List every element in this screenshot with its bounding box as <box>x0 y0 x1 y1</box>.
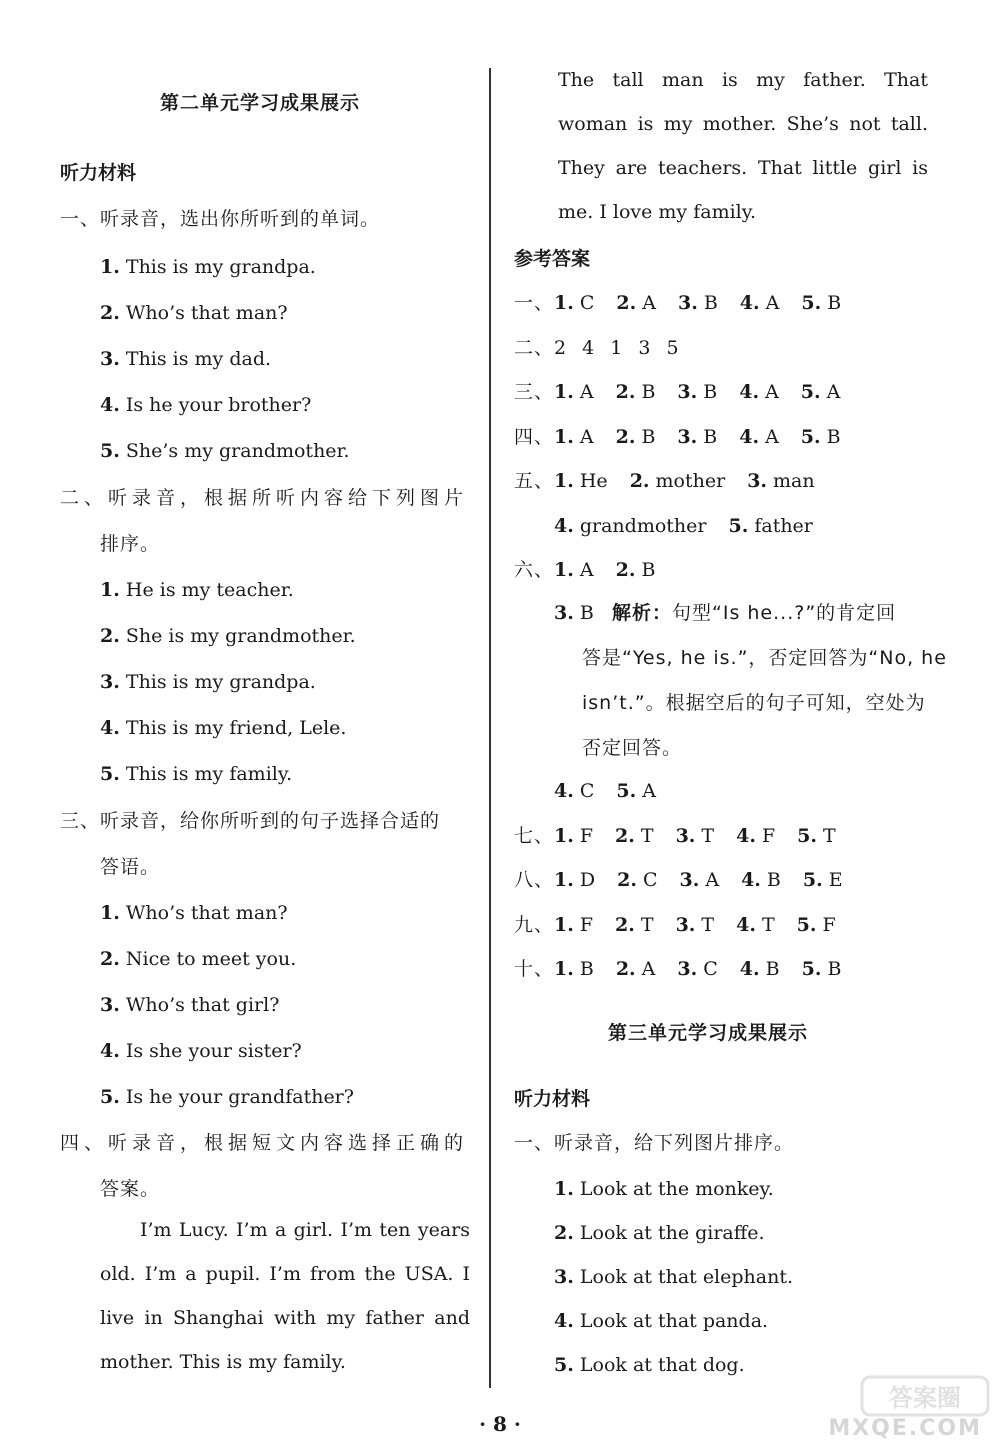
page-number: · 8 · <box>479 1412 521 1436</box>
answer-number: 2. <box>616 292 637 314</box>
list-item: 2. Nice to meet you. <box>100 948 297 970</box>
answer-item <box>736 823 775 849</box>
passage-continued: The tall man is my father. That woman is my mother. She’s not tall. They are teachers. That little girl is me. I love my family. <box>558 69 928 223</box>
answer-number: 4. <box>739 292 760 314</box>
answer-number: 5. <box>616 780 637 802</box>
svg-text:答案圈: 答案圈 <box>889 1384 961 1412</box>
answer-row <box>514 379 862 405</box>
answer-item <box>616 778 656 804</box>
answer-number: 1. <box>554 425 574 448</box>
answer-item <box>616 557 656 583</box>
list-item: 5. Look at that dog. <box>554 1354 745 1376</box>
answer-item <box>741 867 781 893</box>
section4-heading: 四、听录音，根据短文内容选择正确的 <box>60 1132 469 1154</box>
answer-prefix: 十、 <box>514 958 555 980</box>
answer-number: 2. <box>615 824 635 847</box>
answer-number: 4. <box>739 381 760 403</box>
answer-value: C <box>579 292 595 314</box>
answer-item <box>617 867 657 893</box>
answer-value: D <box>579 869 596 891</box>
answer-number: 1. <box>554 292 574 314</box>
answer-number: 1. <box>554 869 574 891</box>
answer-value: F <box>761 824 776 847</box>
answer-prefix: 六、 <box>514 559 555 581</box>
answer-item <box>554 823 593 849</box>
answer-item <box>554 513 706 539</box>
answer-row <box>514 468 837 494</box>
answer-item <box>803 867 843 893</box>
answer-number: 4. <box>739 425 760 448</box>
list-item: 1. Who’s that man? <box>100 902 288 924</box>
answer-item <box>678 290 718 316</box>
answer-value: C <box>579 780 595 802</box>
passage-text: I’m Lucy. I’m a girl. I’m ten years old. I’m a pupil. I’m from the USA. I live in Shanghai with my father and mother. This is my family. <box>100 1219 470 1373</box>
answer-number: 1. <box>554 824 574 847</box>
answer-value: B <box>703 425 718 448</box>
answer-number: 3. <box>675 824 696 847</box>
answer-value: A <box>642 780 656 802</box>
analysis-line: 否定回答。 <box>582 737 683 759</box>
answer-value: man <box>773 470 815 492</box>
answer-value: A <box>641 958 656 980</box>
answer-item <box>616 424 656 450</box>
answer-number: 5. <box>802 869 823 891</box>
answer-value: T <box>761 913 775 936</box>
answer-value: A <box>642 292 656 314</box>
list-item: 1. This is my grandpa. <box>100 256 316 278</box>
answer-item <box>739 424 779 450</box>
answer-number: 3. <box>677 958 698 980</box>
answer-value: B <box>703 381 718 403</box>
answer-row <box>514 335 679 361</box>
list-item: 5. This is my family. <box>100 763 293 785</box>
answer-number: 2. <box>615 958 636 980</box>
answer-row <box>514 912 858 938</box>
answer-number: 2. <box>617 869 637 891</box>
answer-item <box>676 912 715 938</box>
answer-number: 3. <box>677 425 698 448</box>
list-item: 2. She is my grandmother. <box>100 625 356 647</box>
answer-value: He <box>579 470 608 492</box>
answer-number: 1. <box>554 559 574 581</box>
answer-row <box>514 290 863 316</box>
list-item: 3. Who’s that girl? <box>100 994 280 1016</box>
answer-value: mother <box>655 470 726 492</box>
answer-number: 5. <box>728 514 749 537</box>
answer-value: B <box>579 958 594 980</box>
answer-value: A <box>765 292 780 314</box>
answer-prefix: 二、 <box>514 336 555 359</box>
answer-value: B <box>766 869 781 891</box>
unit2-title: 第二单元学习成果展示 <box>160 92 361 114</box>
list-item: 3. Look at that elephant. <box>554 1266 794 1288</box>
answer-item <box>677 424 717 450</box>
answer-number: 4. <box>736 913 756 936</box>
answer-value: B <box>827 292 842 314</box>
answer-item <box>554 424 594 450</box>
answer-item <box>740 290 780 316</box>
answer-number: 2. <box>615 559 636 581</box>
answer-value: E <box>828 869 843 891</box>
answer-item <box>801 424 841 450</box>
answer-value: grandmother <box>579 514 707 537</box>
answer-value: T <box>640 824 654 847</box>
listening-heading: 听力材料 <box>60 162 137 184</box>
answer-value: C <box>703 958 718 980</box>
list-item: 4. This is my friend, Lele. <box>100 717 347 739</box>
answer-item <box>801 379 841 405</box>
answer-value: A <box>826 381 841 403</box>
answer-item <box>616 956 656 982</box>
answer-value: A <box>765 381 779 403</box>
answer-number: 2. <box>615 913 635 936</box>
list-item: 3. This is my grandpa. <box>100 671 316 693</box>
answer-prefix: 七、 <box>514 824 555 847</box>
answer-value: A <box>765 425 779 448</box>
answer-number: 2. <box>629 470 650 492</box>
answer-prefix: 九、 <box>514 913 555 936</box>
answer-item <box>679 867 719 893</box>
answer-number: 3. <box>675 913 696 936</box>
answer-value: A <box>705 869 720 891</box>
answer-prefix: 五、 <box>514 470 555 492</box>
answer-item <box>554 468 608 494</box>
answer-number: 5. <box>796 913 817 936</box>
answer-number: 1. <box>554 913 574 936</box>
analysis-line: isn’t.”。根据空后的句子可知，空处为 <box>582 692 926 714</box>
answer-row <box>514 557 677 583</box>
answer-value: A <box>579 559 594 581</box>
answer-item <box>677 379 717 405</box>
answer-item <box>797 912 836 938</box>
answer-value: F <box>579 824 594 847</box>
answer-number: 5. <box>801 958 822 980</box>
answer-row <box>514 424 863 450</box>
answer-row <box>514 867 865 893</box>
answer-number: 3. <box>747 470 768 492</box>
answer-plain: 2 4 1 3 5 <box>554 336 679 359</box>
answer-row <box>554 778 678 804</box>
answer-number: 5. <box>800 425 821 448</box>
answer-number: 4. <box>554 514 574 537</box>
answer-number: 4. <box>554 780 574 802</box>
answer-item <box>797 823 836 849</box>
answer-item <box>677 956 717 982</box>
answer-number: 3. <box>677 381 698 403</box>
answer-number: 1. <box>554 381 574 403</box>
answer-number: 1. <box>554 958 574 980</box>
answer-item <box>676 823 715 849</box>
list-item: 1. Look at the monkey. <box>554 1178 774 1200</box>
section1-heading: 一、听录音，选出你所听到的单词。 <box>60 208 381 230</box>
list-item: 4. Look at that panda. <box>554 1310 769 1332</box>
answer-item <box>554 290 594 316</box>
list-item: 1. He is my teacher. <box>100 579 294 601</box>
answer-number: 3. <box>677 292 698 314</box>
answer-value: T <box>701 913 715 936</box>
answer-prefix: 四、 <box>514 425 555 448</box>
answer-prefix: 八、 <box>514 869 555 891</box>
answer-value: B <box>827 958 842 980</box>
answer-number: 5. <box>800 381 821 403</box>
answer-value: B <box>641 559 656 581</box>
answer-item <box>801 290 841 316</box>
answer-value: B <box>641 381 656 403</box>
answer-item <box>630 468 726 494</box>
answer-item <box>554 867 595 893</box>
section2-heading: 二、听录音，根据所听内容给下列图片 <box>60 487 469 509</box>
answer-value: B <box>641 425 656 448</box>
answer-six-3: 3. B 解析：句型“Is he...?”的肯定回 <box>554 602 897 624</box>
list-item: 4. Is he your brother? <box>100 394 312 416</box>
answer-item <box>736 912 775 938</box>
answer-item <box>802 956 842 982</box>
watermark-text: MXQE.COM <box>828 1416 982 1441</box>
answer-number: 5. <box>801 292 822 314</box>
answer-value: T <box>701 824 715 847</box>
answer-number: 3. <box>679 869 700 891</box>
answer-value: F <box>822 913 836 936</box>
section3-heading-cont: 答语。 <box>100 856 161 878</box>
list-item: 5. Is he your grandfather? <box>100 1086 354 1108</box>
answer-value: B <box>703 292 718 314</box>
answer-item <box>554 379 594 405</box>
answer-number: 4. <box>739 958 760 980</box>
answer-value: C <box>642 869 658 891</box>
answer-row <box>554 513 835 539</box>
answers-heading: 参考答案 <box>514 248 591 270</box>
answer-item <box>747 468 814 494</box>
answer-item <box>728 513 812 539</box>
listening-heading-u3: 听力材料 <box>514 1088 591 1110</box>
answer-prefix: 三、 <box>514 381 555 403</box>
answer-value: T <box>822 824 836 847</box>
answer-item <box>554 778 594 804</box>
answer-value: T <box>640 913 654 936</box>
analysis-line: 答是“Yes, he is.”，否定回答为“No, he <box>582 647 947 669</box>
answer-number: 4. <box>736 824 756 847</box>
answer-number: 1. <box>554 470 574 492</box>
section4-heading-cont: 答案。 <box>100 1178 161 1200</box>
section3-heading: 三、听录音，给你所听到的句子选择合适的 <box>60 810 441 832</box>
answer-value: B <box>765 958 780 980</box>
answer-item <box>554 956 594 982</box>
answer-number: 2. <box>615 381 636 403</box>
answer-item <box>615 912 654 938</box>
list-item: 2. Who’s that man? <box>100 302 288 324</box>
list-item: 4. Is she your sister? <box>100 1040 302 1062</box>
answer-row <box>514 956 863 982</box>
answer-row <box>514 823 858 849</box>
unit3-title: 第三单元学习成果展示 <box>608 1022 809 1044</box>
answer-item <box>615 823 654 849</box>
answer-prefix: 一、 <box>514 292 555 314</box>
answer-value: B <box>826 425 841 448</box>
answer-value: F <box>579 913 594 936</box>
list-item: 2. Look at the giraffe. <box>554 1222 765 1244</box>
answer-number: 5. <box>797 824 817 847</box>
answer-value: father <box>754 514 813 537</box>
answer-value: A <box>579 425 594 448</box>
list-item: 5. She’s my grandmother. <box>100 440 350 462</box>
section2-heading-cont: 排序。 <box>100 533 161 555</box>
answer-item <box>616 290 656 316</box>
list-item: 3. This is my dad. <box>100 348 272 370</box>
answer-number: 4. <box>741 869 761 891</box>
answer-item <box>554 912 593 938</box>
answer-item <box>616 379 656 405</box>
answer-number: 2. <box>615 425 636 448</box>
answer-item <box>554 557 594 583</box>
answer-value: A <box>579 381 594 403</box>
u3-section1-heading: 一、听录音，给下列图片排序。 <box>514 1132 795 1154</box>
answer-item <box>739 379 779 405</box>
column-divider <box>489 68 491 1388</box>
answer-item <box>740 956 780 982</box>
